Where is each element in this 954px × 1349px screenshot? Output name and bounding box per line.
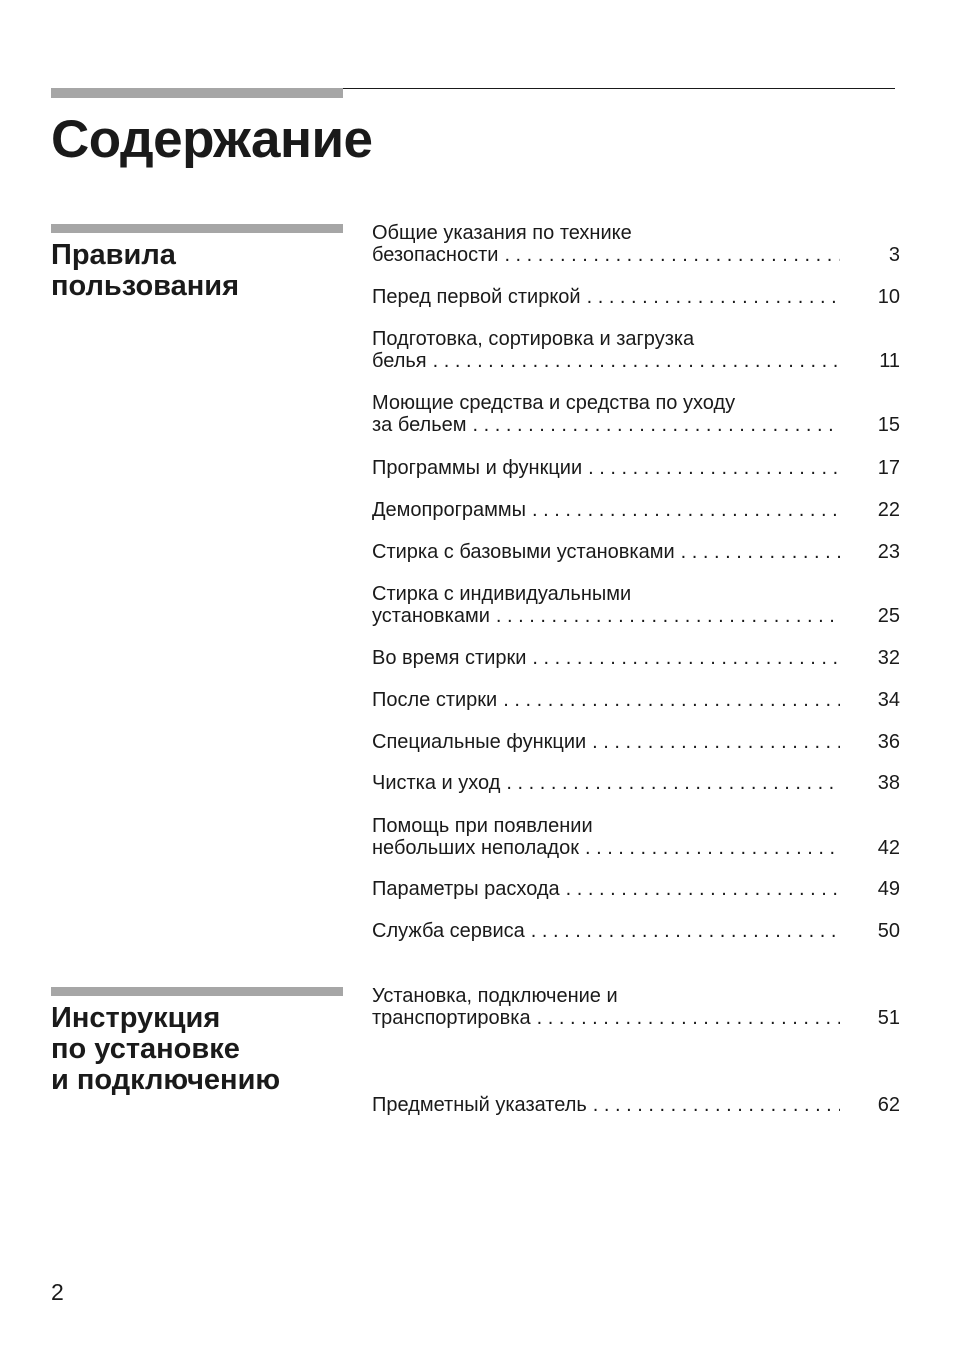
toc-entry[interactable] [372,920,900,942]
toc-entry[interactable] [372,583,900,627]
toc-entry-text: транспортировка [372,1007,531,1029]
toc-entry-text: Предметный указатель [372,1094,587,1116]
toc-entry[interactable] [372,328,900,372]
toc-page-number: 23 [877,541,900,563]
toc-entry-text: безопасности [372,244,499,266]
toc-entry-text-line1: Моющие средства и средства по уходу [372,392,736,414]
section-divider-installation [51,987,343,996]
leader-dots [503,689,840,711]
toc-entry-text: Программы и функции [372,457,583,479]
toc-entry-text-line1: Установка, подключение и [372,985,618,1007]
toc-page-number: 42 [877,837,900,859]
leader-dots [496,605,840,627]
toc-page-number: 15 [877,414,900,436]
leader-dots [433,350,840,372]
title-rule-thin [343,88,895,89]
leader-dots [585,837,840,859]
toc-entry-text-line1: Подготовка, сортировка и загрузка [372,328,695,350]
leader-dots [587,286,840,308]
toc-entry[interactable] [372,878,900,900]
toc-entry[interactable] [372,815,900,859]
leader-dots [532,647,840,669]
toc-entry[interactable] [372,499,900,521]
toc-entry[interactable] [372,689,900,711]
toc-page-number: 17 [877,457,900,479]
leader-dots [566,878,840,900]
toc-page-number: 32 [877,647,900,669]
toc-entry-text-line1: Стирка с индивидуальными [372,583,632,605]
toc-entry-text-line1: Общие указания по технике [372,222,632,244]
toc-entry-text: Специальные функции [372,731,587,753]
page-number: 2 [51,1279,64,1305]
toc-page-number: 25 [877,605,900,627]
section-title-usage: Правила пользования [51,239,240,302]
toc-entry-text: установками [372,605,490,627]
toc-page-number: 38 [877,772,900,794]
leader-dots [473,414,840,436]
toc-page-number: 11 [879,350,900,372]
toc-page-number: 51 [877,1007,900,1029]
toc-entry[interactable] [372,392,900,436]
leader-dots [593,1094,840,1116]
toc-page-number: 36 [877,731,900,753]
toc-page-number: 10 [877,286,900,308]
toc-entry-text: После стирки [372,689,498,711]
toc-entry[interactable] [372,457,900,479]
page-title: Содержание [51,110,373,169]
toc-entry[interactable] [372,286,900,308]
toc-entry-text: Чистка и уход [372,772,501,794]
leader-dots [588,457,840,479]
toc-page-number: 34 [877,689,900,711]
toc-entry[interactable] [372,731,900,753]
toc-entry[interactable] [372,541,900,563]
toc-entry-text: Во время стирки [372,647,527,669]
toc-entry-text-line1: Помощь при появлении [372,815,593,837]
toc-page-number: 62 [877,1094,900,1116]
section-title-installation: Инструкция по установке и подключению [51,1002,281,1096]
toc-entry-text: небольших неполадок [372,837,579,859]
toc-entry-text: за бельем [372,414,467,436]
toc-entry[interactable] [372,222,900,266]
toc-page-number: 50 [877,920,900,942]
leader-dots [592,731,840,753]
toc-entry-text: Демопрограммы [372,499,527,521]
leader-dots [506,772,840,794]
leader-dots [531,920,840,942]
leader-dots [537,1007,840,1029]
leader-dots [504,244,840,266]
toc-entry[interactable] [372,985,900,1029]
toc-page-number: 3 [888,244,900,266]
toc-entry-text: Параметры расхода [372,878,560,900]
toc-entry-text: Перед первой стиркой [372,286,581,308]
toc-entry-text: Служба сервиса [372,920,525,942]
leader-dots [532,499,840,521]
toc-entry-text: Стирка с базовыми установками [372,541,675,563]
toc-entry[interactable] [372,1094,900,1116]
toc-page-number: 22 [877,499,900,521]
leader-dots [681,541,840,563]
toc-page-number: 49 [877,878,900,900]
toc-entry-text: белья [372,350,427,372]
toc-entry[interactable] [372,647,900,669]
section-divider-usage [51,224,343,233]
toc-entry[interactable] [372,772,900,794]
title-rule-thick [51,88,343,98]
